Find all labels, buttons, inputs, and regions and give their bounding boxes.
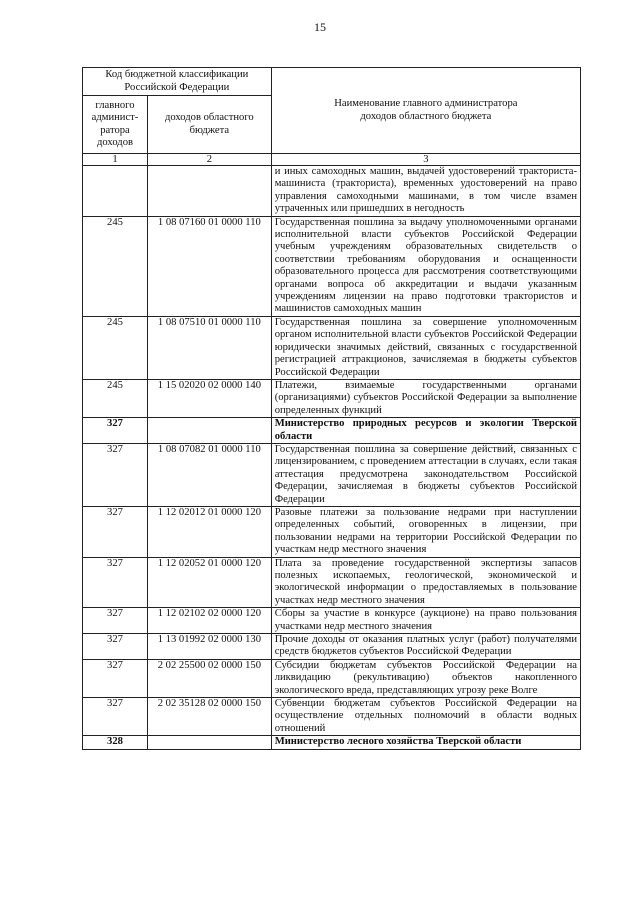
row-admin-code: 327 <box>83 443 148 506</box>
table-row <box>83 216 581 316</box>
table-body <box>83 166 581 750</box>
row-admin-code: 327 <box>83 608 148 634</box>
row-name: и иных самоходных машин, выдачей удостоверений тракториста-машиниста (тракториста), временных удостоверений на право управления самоходными машинами, в том числе взамен утраченных или пришедших в негодность <box>271 166 580 217</box>
header-col1: главного админист-ратора доходов <box>83 96 148 154</box>
table-row <box>83 418 581 444</box>
row-budget-code <box>148 166 272 217</box>
column-number-3: 3 <box>271 154 580 166</box>
row-name: Прочие доходы от оказания платных услуг (работ) получателями средств бюджетов субъектов Российской Федерации <box>271 634 580 660</box>
table-row <box>83 698 581 736</box>
row-name: Государственная пошлина за совершение действий, связанных с лицензированием, с проведением аттестации в случаях, если такая аттестация предусмотрена законодательством Российской Федерации, зачисляемая в бюджеты субъектов Российской Федерации <box>271 443 580 506</box>
row-name: Государственная пошлина за совершение уполномоченным органом исполнительной власти субъектов Российской Федерации юридически значимых действий, связанных с государственной регистрацией аттракционов, зачисляемая в бюджеты субъектов Российской Федерации <box>271 316 580 379</box>
row-admin-code: 327 <box>83 557 148 608</box>
row-admin-code <box>83 166 148 217</box>
header-group-title: Код бюджетной классификации Российской Федерации <box>83 68 272 96</box>
table-header-row <box>83 68 581 96</box>
row-admin-code: 245 <box>83 316 148 379</box>
row-name: Министерство лесного хозяйства Тверской области <box>271 736 580 749</box>
row-budget-code: 1 12 02012 01 0000 120 <box>148 506 272 557</box>
column-number-row <box>83 154 581 166</box>
header-col3: Наименование главного администратора доходов областного бюджета <box>271 68 580 154</box>
header-col2: доходов областного бюджета <box>148 96 272 154</box>
row-budget-code: 1 13 01992 02 0000 130 <box>148 634 272 660</box>
page-number: 15 <box>314 20 326 34</box>
row-budget-code: 1 12 02102 02 0000 120 <box>148 608 272 634</box>
row-budget-code <box>148 736 272 749</box>
table-row <box>83 443 581 506</box>
row-budget-code: 1 08 07510 01 0000 110 <box>148 316 272 379</box>
column-number-1: 1 <box>83 154 148 166</box>
column-number-2: 2 <box>148 154 272 166</box>
row-budget-code <box>148 418 272 444</box>
row-admin-code: 245 <box>83 216 148 316</box>
table-row <box>83 659 581 697</box>
table-row <box>83 506 581 557</box>
table-row <box>83 316 581 379</box>
row-admin-code: 245 <box>83 379 148 417</box>
row-admin-code: 327 <box>83 506 148 557</box>
row-name: Плата за проведение государственной экспертизы запасов полезных ископаемых, геологической, экономической и экологической информации о предоставляемых в пользование участках недр местного значения <box>271 557 580 608</box>
row-admin-code: 327 <box>83 698 148 736</box>
row-budget-code: 2 02 35128 02 0000 150 <box>148 698 272 736</box>
row-admin-code: 328 <box>83 736 148 749</box>
row-admin-code: 327 <box>83 659 148 697</box>
table-row <box>83 634 581 660</box>
table-row <box>83 557 581 608</box>
row-name: Разовые платежи за пользование недрами при наступлении определенных событий, оговоренных в лицензии, при пользовании недрами на территории Российской Федерации по участкам недр местного значения <box>271 506 580 557</box>
row-budget-code: 2 02 25500 02 0000 150 <box>148 659 272 697</box>
row-name: Платежи, взимаемые государственными органами (организациями) субъектов Российской Федерации за выполнение определенных функций <box>271 379 580 417</box>
row-budget-code: 1 08 07160 01 0000 110 <box>148 216 272 316</box>
row-name: Государственная пошлина за выдачу уполномоченными органами исполнительной власти субъектов Российской Федерации учебным учреждениям образовательных свидетельств о соответствии требованиям оборудования и оснащенности образовательного процесса для рассмотрения соответствующими органами вопроса об аккредитации и выдачи указанным учреждениям лицензии на право подготовки трактористов и машинистов самоходных машин <box>271 216 580 316</box>
table-row <box>83 166 581 217</box>
table-row <box>83 608 581 634</box>
table-row <box>83 379 581 417</box>
row-name: Сборы за участие в конкурсе (аукционе) на право пользования участками недр местного значения <box>271 608 580 634</box>
row-budget-code: 1 15 02020 02 0000 140 <box>148 379 272 417</box>
row-admin-code: 327 <box>83 634 148 660</box>
row-budget-code: 1 12 02052 01 0000 120 <box>148 557 272 608</box>
row-name: Субвенции бюджетам субъектов Российской Федерации на осуществление отдельных полномочий в области водных отношений <box>271 698 580 736</box>
row-name: Субсидии бюджетам субъектов Российской Федерации на ликвидацию (рекультивацию) объектов накопленного экологического вреда, представляющих угрозу реке Волге <box>271 659 580 697</box>
table-row <box>83 736 581 749</box>
row-name: Министерство природных ресурсов и экологии Тверской области <box>271 418 580 444</box>
row-admin-code: 327 <box>83 418 148 444</box>
budget-classification-table <box>82 67 581 750</box>
row-budget-code: 1 08 07082 01 0000 110 <box>148 443 272 506</box>
